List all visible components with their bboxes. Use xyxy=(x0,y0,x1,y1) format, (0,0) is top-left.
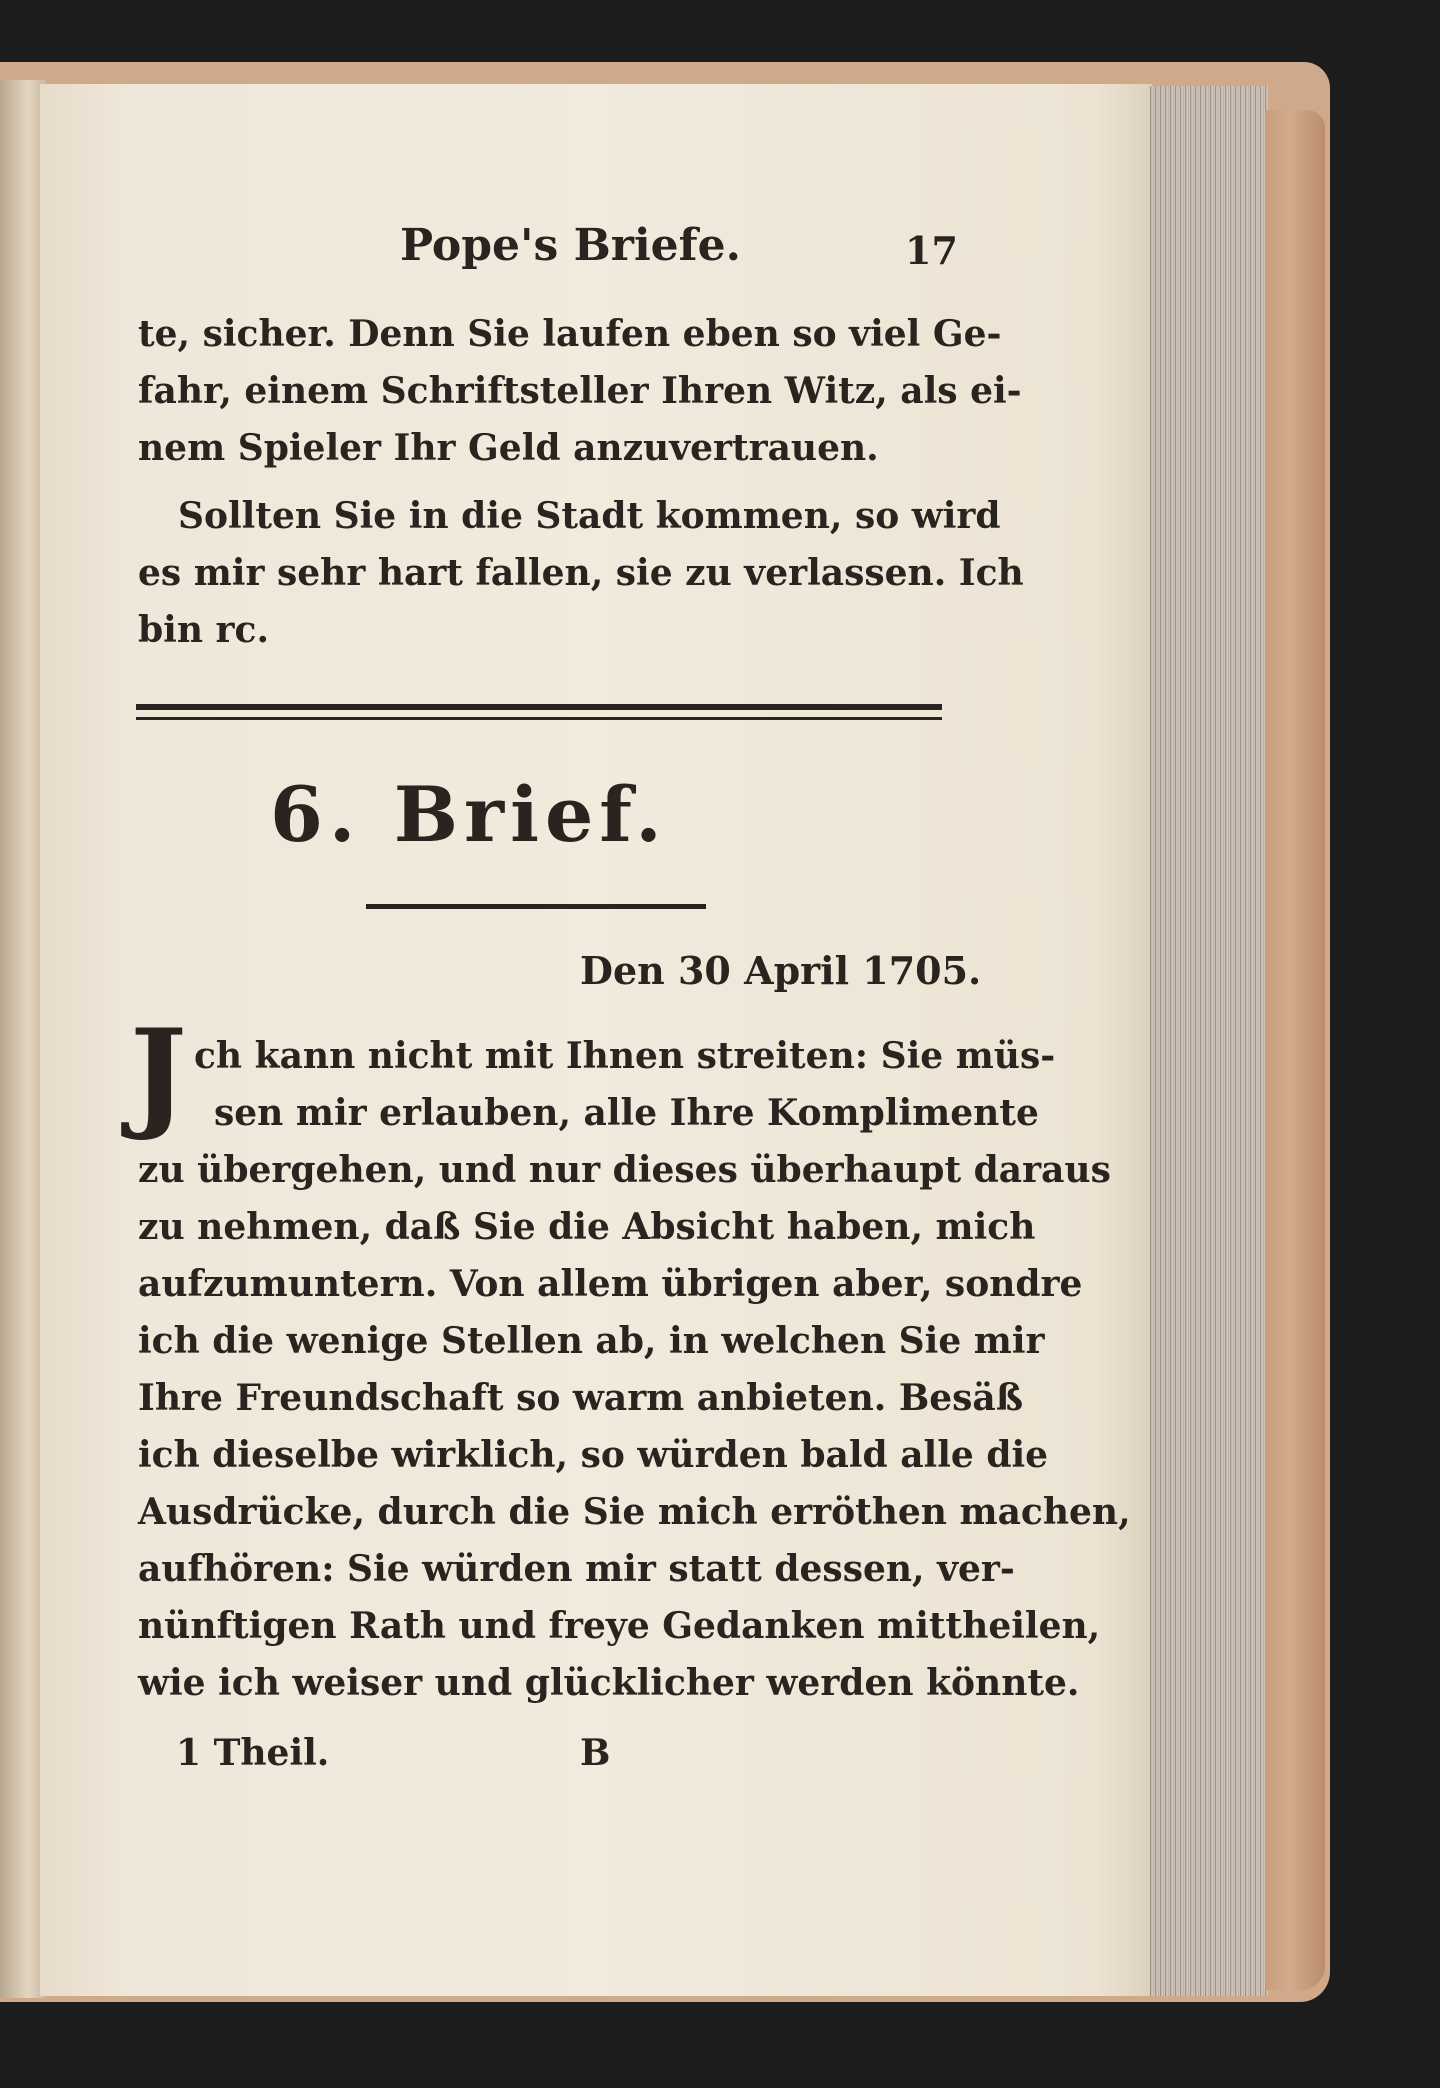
text-line: bin rc. xyxy=(138,609,269,651)
text-line: Ihre Freundschaft so warm anbieten. Besäß xyxy=(138,1377,1024,1419)
continued-paragraph xyxy=(138,306,1022,477)
heading-rule xyxy=(366,904,706,909)
text-line: Ausdrücke, durch die Sie mich erröthen machen, xyxy=(138,1491,1131,1533)
section-divider xyxy=(136,704,942,720)
text-line: ich die wenige Stellen ab, in welchen Sie mir xyxy=(138,1320,1045,1362)
closing-paragraph xyxy=(138,488,1024,659)
letter-heading: 6. Brief. xyxy=(270,770,668,859)
text-line: ch kann nicht mit Ihnen streiten: Sie müs- xyxy=(194,1035,1056,1077)
page-number: 17 xyxy=(905,228,958,273)
text-line: wie ich weiser und glücklicher werden könnte. xyxy=(138,1662,1080,1704)
page-edges xyxy=(1150,86,1268,1996)
text-line: fahr, einem Schriftsteller Ihren Witz, als ei- xyxy=(138,370,1022,412)
text-line: sen mir erlauben, alle Ihre Komplimente xyxy=(214,1092,1039,1134)
page-header xyxy=(0,220,1440,280)
text-line: aufzumuntern. Von allem übrigen aber, sondre xyxy=(138,1263,1083,1305)
text-line: es mir sehr hart fallen, sie zu verlassen. Ich xyxy=(138,552,1024,594)
sheet-mark: B xyxy=(580,1732,611,1774)
text-line: nem Spieler Ihr Geld anzuvertrauen. xyxy=(138,427,879,469)
letter-date: Den 30 April 1705. xyxy=(580,948,982,993)
text-line: aufhören: Sie würden mir statt dessen, ver- xyxy=(138,1548,1015,1590)
signature-mark: 1 Theil. xyxy=(176,1732,330,1774)
letter-body xyxy=(138,1028,1131,1712)
cover-edge xyxy=(1265,110,1325,1990)
running-title: Pope's Briefe. xyxy=(400,220,741,271)
text-line: zu übergehen, und nur dieses überhaupt daraus xyxy=(138,1149,1111,1191)
text-line: zu nehmen, daß Sie die Absicht haben, mich xyxy=(138,1206,1036,1248)
text-line: ich dieselbe wirklich, so würden bald alle die xyxy=(138,1434,1049,1476)
text-line: Sollten Sie in die Stadt kommen, so wird xyxy=(178,495,1001,537)
text-line: te, sicher. Denn Sie laufen eben so viel Ge- xyxy=(138,313,1002,355)
text-line: nünftigen Rath und freye Gedanken mittheilen, xyxy=(138,1605,1101,1647)
drop-cap: J xyxy=(130,1003,187,1144)
